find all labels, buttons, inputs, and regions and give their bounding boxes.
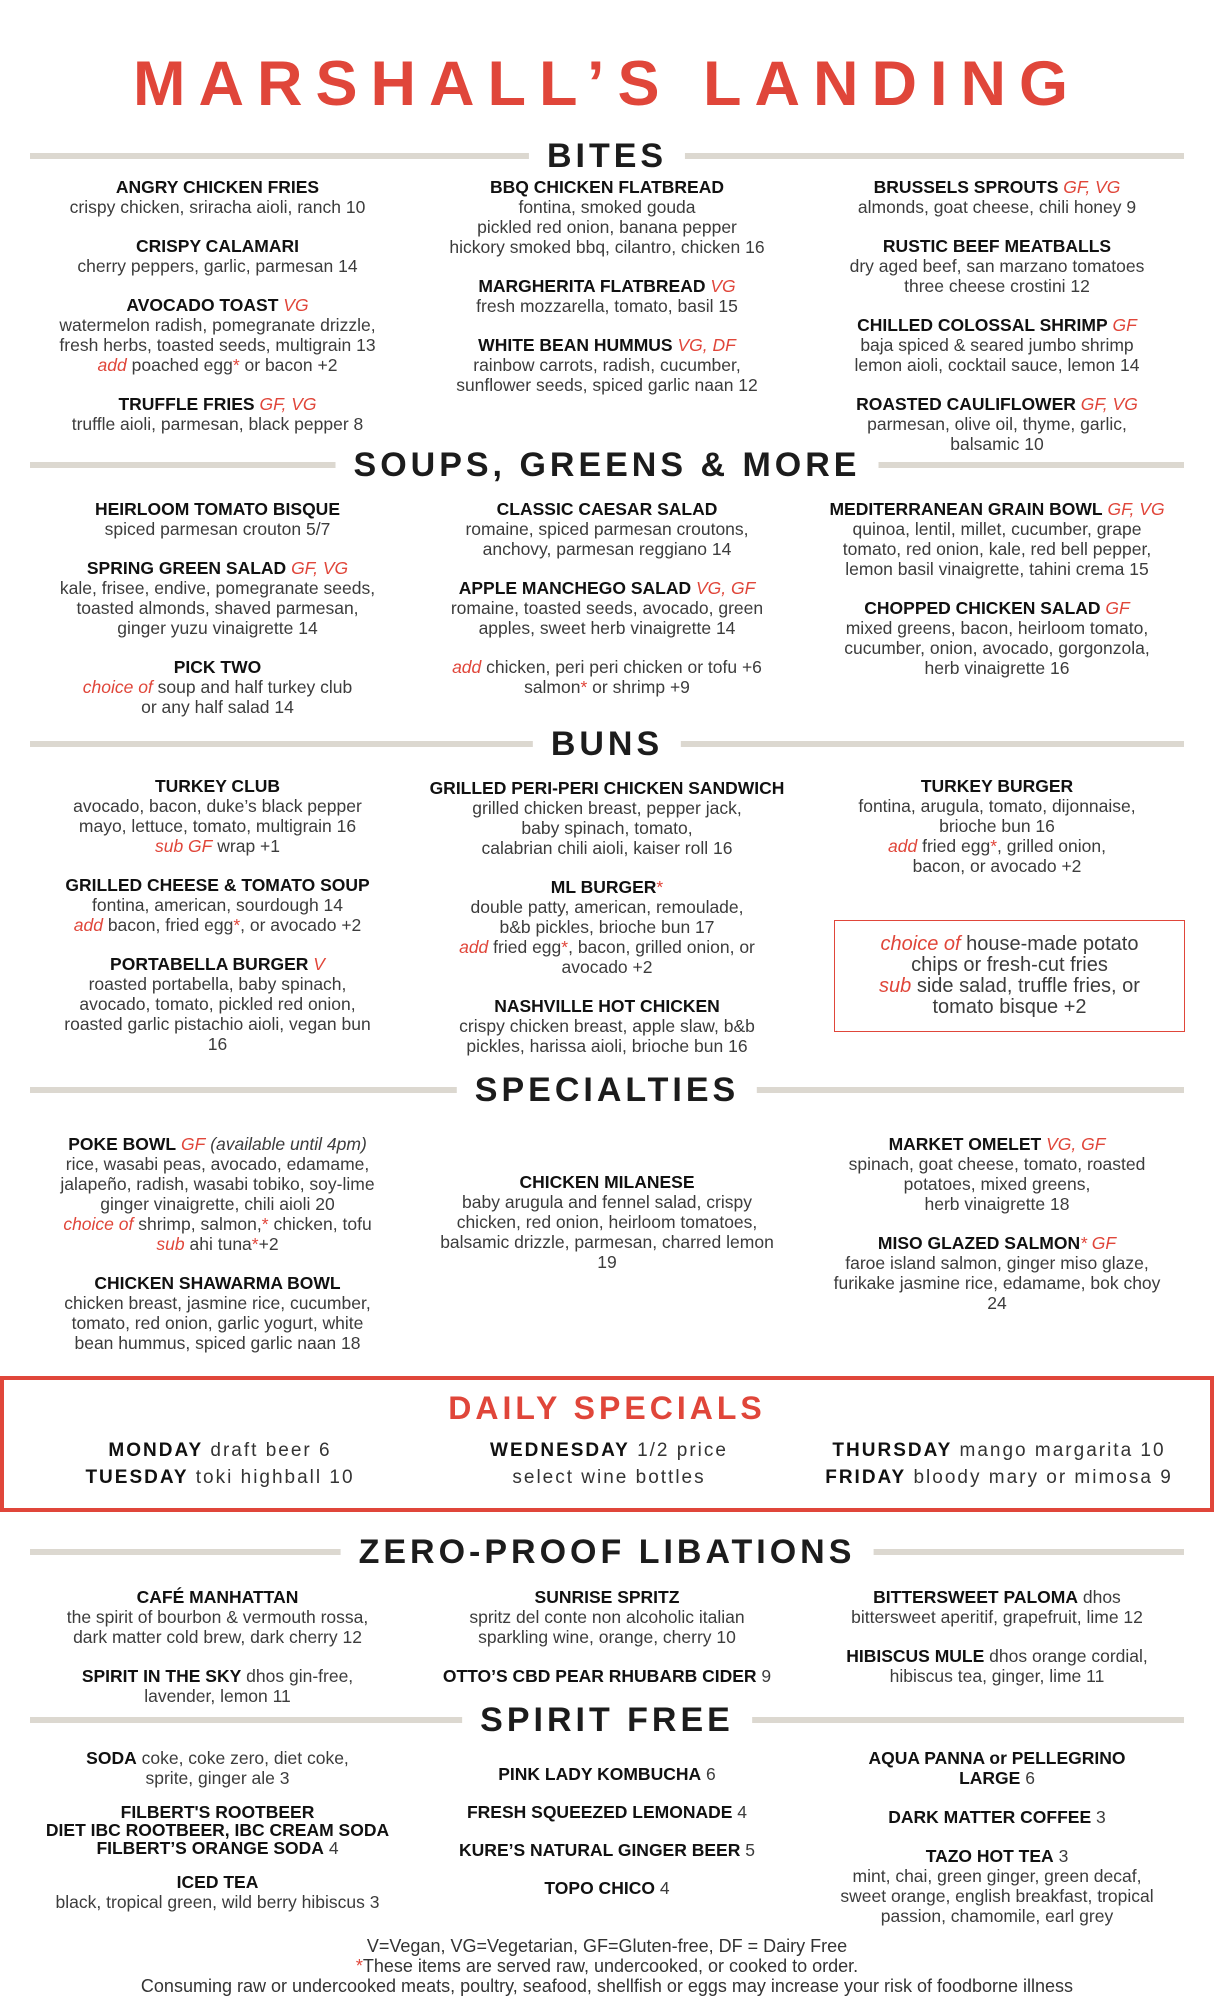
menu-item: APPLE MANCHEGO SALAD VG, GF romaine, toasted seeds, avocado, green apples, sweet herb vinaigrette 14 [450, 578, 764, 638]
bites-col-1 [20, 177, 415, 453]
specialties-col-2 [408, 1172, 806, 1291]
soups-col-3 [800, 499, 1194, 697]
menu-item: FRESH SQUEEZED LEMONADE 4 [466, 1802, 748, 1822]
buns-col-3 [800, 776, 1194, 895]
salad-add-ons: add chicken, peri peri chicken or tofu +6 salmon* or shrimp +9 [452, 657, 762, 697]
menu-item: SPIRIT IN THE SKY dhos gin-free, lavender, lemon 11 [81, 1666, 354, 1706]
menu-item: BITTERSWEET PALOMA dhos bittersweet aperitif, grapefruit, lime 12 [851, 1587, 1143, 1627]
menu-item: CHICKEN MILANESE baby arugula and fennel salad, crispy chicken, red onion, heirloom tomatoes, balsamic drizzle, parmesan, charred lemon 19 [440, 1172, 774, 1272]
specialties-col-3 [800, 1134, 1194, 1332]
bites-col-2 [408, 177, 806, 414]
bites-col-3 [800, 177, 1194, 473]
menu-item: MEDITERRANEAN GRAIN BOWL GF, VG quinoa, lentil, millet, cucumber, grape tomato, red onion, kale, red bell pepper, lemon basil vinaigrette, tahini crema 15 [829, 499, 1165, 579]
menu-item: TRUFFLE FRIES GF, VG truffle aioli, parmesan, black pepper 8 [71, 394, 364, 434]
menu-item: ANGRY CHICKEN FRIES crispy chicken, sriracha aioli, ranch 10 [69, 177, 366, 217]
daily-col-1: MONDAY draft beer 6 TUESDAY toki highball 10 [85, 1440, 355, 1488]
foodborne-warning: Consuming raw or undercooked meats, poultry, seafood, shellfish or eggs may increase your risk of foodborne illness [140, 1976, 1074, 1996]
section-header-spirit-free: SPIRIT FREE [30, 1698, 1184, 1742]
soups-col-2 [408, 499, 806, 716]
menu-item: POKE BOWL GF (available until 4pm) rice, wasabi peas, avocado, edamame, jalapeño, radish, wasabi tobiko, soy-lime ginger vinaigrette, chili aioli 20 choice of shrimp, salmon,* chicken, tofu sub ahi tuna*+2 [60, 1134, 375, 1254]
spirit-col-2 [408, 1764, 806, 1898]
spirit-col-1 [20, 1748, 415, 1931]
menu-item: SUNRISE SPRITZ spritz del conte non alcoholic italian sparkling wine, orange, cherry 10 [469, 1587, 745, 1647]
section-header-bites: BITES [30, 134, 1184, 178]
section-header-soups: SOUPS, GREENS & MORE [30, 443, 1184, 487]
menu-item: OTTO’S CBD PEAR RHUBARB CIDER 9 [442, 1666, 772, 1686]
section-header-buns: BUNS [30, 722, 1184, 766]
menu-item: HIBISCUS MULE dhos orange cordial, hibiscus tea, ginger, lime 11 [846, 1646, 1148, 1686]
daily-col-2: WEDNESDAY 1/2 price select wine bottles [490, 1440, 728, 1488]
menu-item: CRISPY CALAMARI cherry peppers, garlic, parmesan 14 [77, 236, 358, 276]
menu-item: MISO GLAZED SALMON* GF faroe island salmon, ginger miso glaze, furikake jasmine rice, edamame, bok choy 24 [833, 1233, 1161, 1313]
menu-item: CAFÉ MANHATTAN the spirit of bourbon & vermouth rossa, dark matter cold brew, dark cherry 12 [66, 1587, 369, 1647]
menu-item: GRILLED PERI-PERI CHICKEN SANDWICH grilled chicken breast, pepper jack, baby spinach, tomato, calabrian chili aioli, kaiser roll 16 [429, 778, 785, 858]
menu-item: TURKEY BURGER fontina, arugula, tomato, dijonnaise, brioche bun 16 add fried egg*, grilled onion, bacon, or avocado +2 [858, 776, 1136, 876]
menu-item: CHICKEN SHAWARMA BOWL chicken breast, jasmine rice, cucumber, tomato, red onion, garlic yogurt, white bean hummus, spiced garlic naan 18 [64, 1273, 371, 1353]
menu-item: CHOPPED CHICKEN SALAD GF mixed greens, bacon, heirloom tomato, cucumber, onion, avocado, gorgonzola, herb vinaigrette 16 [844, 598, 1150, 678]
menu-item: GRILLED CHEESE & TOMATO SOUP fontina, american, sourdough 14 add bacon, fried egg*, or avocado +2 [65, 875, 370, 935]
menu-item: WHITE BEAN HUMMUS VG, DF rainbow carrots, radish, cucumber, sunflower seeds, spiced garlic naan 12 [456, 335, 758, 395]
raw-notice: *These items are served raw, undercooked, or cooked to order. [355, 1956, 859, 1976]
daily-specials-title: DAILY SPECIALS [448, 1390, 766, 1426]
menu-item: CHILLED COLOSSAL SHRIMP GF baja spiced & seared jumbo shrimp lemon aioli, cocktail sauce, lemon 14 [854, 315, 1140, 375]
menu-item: MARKET OMELET VG, GF spinach, goat cheese, tomato, roasted potatoes, mixed greens, herb vinaigrette 18 [848, 1134, 1146, 1214]
menu-item: PICK TWO choice of soup and half turkey club or any half salad 14 [82, 657, 353, 717]
menu-item: TOPO CHICO 4 [544, 1878, 670, 1898]
menu-item: TAZO HOT TEA 3 mint, chai, green ginger, green decaf, sweet orange, english breakfast, tropical passion, chamomile, earl grey [840, 1846, 1154, 1926]
menu-item: KURE’S NATURAL GINGER BEER 5 [459, 1840, 755, 1860]
section-header-zero-proof: ZERO-PROOF LIBATIONS [30, 1530, 1184, 1574]
menu-item: FILBERT'S ROOTBEER DIET IBC ROOTBEER, IBC CREAM SODA FILBERT’S ORANGE SODA 4 [45, 1802, 390, 1858]
menu-item: MARGHERITA FLATBREAD VG fresh mozzarella, tomato, basil 15 [476, 276, 738, 316]
section-header-specialties: SPECIALTIES [30, 1068, 1184, 1112]
zero-col-3 [800, 1587, 1194, 1705]
sides-box: choice of house-made potato chips or fresh-cut fries sub side salad, truffle fries, or tomato bisque +2 [834, 920, 1185, 1032]
menu-item: RUSTIC BEEF MEATBALLS dry aged beef, san marzano tomatoes three cheese crostini 12 [849, 236, 1145, 296]
menu-item: DARK MATTER COFFEE 3 [888, 1807, 1106, 1827]
menu-item: ICED TEA black, tropical green, wild berry hibiscus 3 [55, 1872, 380, 1912]
menu-item: ROASTED CAULIFLOWER GF, VG parmesan, olive oil, thyme, garlic, balsamic 10 [856, 394, 1138, 454]
specialties-col-1 [20, 1134, 415, 1372]
restaurant-title: MARSHALL’S LANDING [133, 49, 1081, 119]
menu-item: TURKEY CLUB avocado, bacon, duke’s black pepper mayo, lettuce, tomato, multigrain 16 sub GF wrap +1 [73, 776, 362, 856]
menu-item: PINK LADY KOMBUCHA 6 [498, 1764, 716, 1784]
menu-item: ML BURGER* double patty, american, remoulade, b&b pickles, brioche bun 17 add fried egg*, bacon, grilled onion, or avocado +2 [459, 877, 755, 977]
menu-item: PORTABELLA BURGER V roasted portabella, baby spinach, avocado, tomato, pickled red onion, roasted garlic pistachio aioli, vegan bun 16 [64, 954, 371, 1054]
daily-col-3: THURSDAY mango margarita 10 FRIDAY bloody mary or mimosa 9 [825, 1440, 1173, 1488]
menu-item: HEIRLOOM TOMATO BISQUE spiced parmesan crouton 5/7 [94, 499, 340, 539]
diet-legend: V=Vegan, VG=Vegetarian, GF=Gluten-free, DF = Dairy Free [366, 1936, 848, 1956]
menu-item: BBQ CHICKEN FLATBREAD fontina, smoked gouda pickled red onion, banana pepper hickory smoked bbq, cilantro, chicken 16 [449, 177, 765, 257]
menu-item: SODA coke, coke zero, diet coke, sprite, ginger ale 3 [86, 1748, 349, 1788]
buns-col-1 [20, 776, 415, 1073]
menu-item: AVOCADO TOAST VG watermelon radish, pomegranate drizzle, fresh herbs, toasted seeds, multigrain 13 add poached egg* or bacon +2 [59, 295, 376, 375]
menu-item: AQUA PANNA or PELLEGRINO LARGE 6 [868, 1748, 1126, 1788]
spirit-col-3 [800, 1748, 1194, 1945]
menu-item: BRUSSELS SPROUTS GF, VG almonds, goat cheese, chili honey 9 [857, 177, 1137, 217]
daily-specials-box [0, 1376, 1214, 1512]
soups-col-1 [20, 499, 415, 736]
menu-item: SPRING GREEN SALAD GF, VG kale, frisee, endive, pomegranate seeds, toasted almonds, shaved parmesan, ginger yuzu vinaigrette 14 [59, 558, 376, 638]
menu-item: CLASSIC CAESAR SALAD romaine, spiced parmesan croutons, anchovy, parmesan reggiano 14 [465, 499, 749, 559]
menu-item: NASHVILLE HOT CHICKEN crispy chicken breast, apple slaw, b&b pickles, harissa aioli, brioche bun 16 [459, 996, 755, 1056]
zero-col-2 [408, 1587, 806, 1705]
buns-col-2 [408, 778, 806, 1075]
